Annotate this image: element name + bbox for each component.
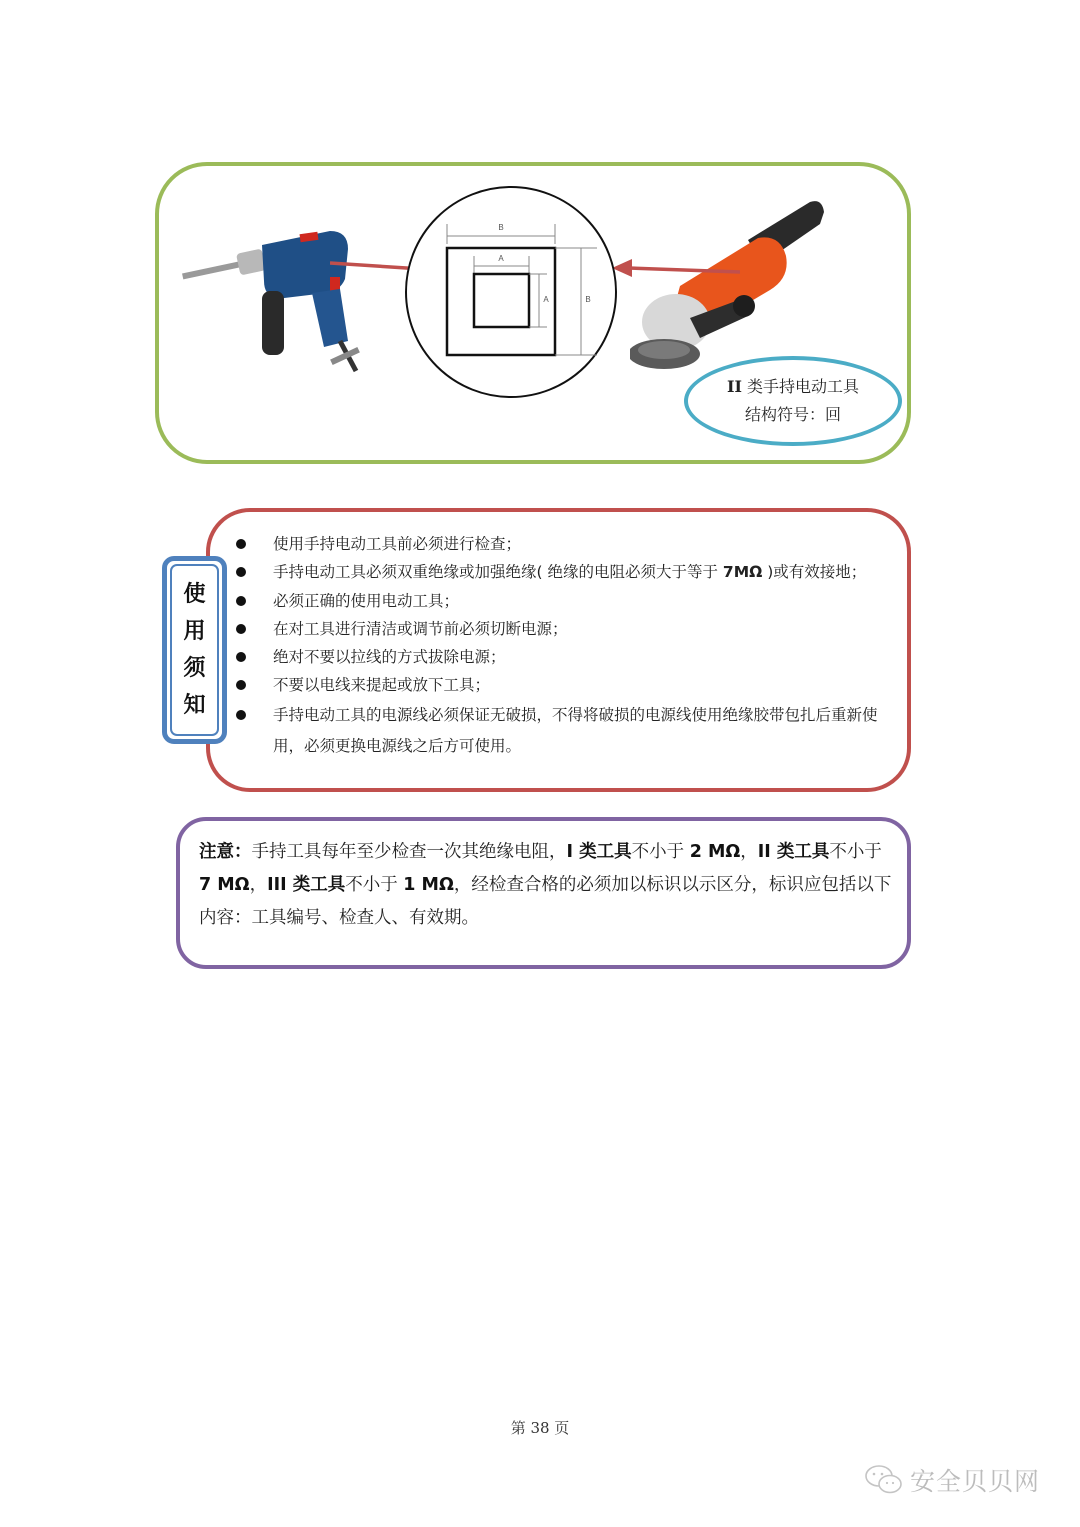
- usage-notes-list: [232, 530, 897, 762]
- angle-grinder-image: [630, 190, 830, 380]
- class-ii-label: [684, 356, 902, 446]
- svg-text:B: B: [498, 223, 504, 232]
- svg-text:B: B: [585, 295, 591, 304]
- arrow-grinder-to-symbol: [610, 255, 740, 285]
- list-item: 绝对不要以拉线的方式拔除电源；: [232, 643, 897, 671]
- bullet-icon: [236, 710, 246, 720]
- watermark: 安全贝贝网: [864, 1462, 1040, 1498]
- structure-symbol-text: 结构符号：回: [744, 405, 841, 424]
- bullet-icon: [236, 680, 246, 690]
- impact-drill-image: [180, 215, 370, 375]
- bullet-icon: [236, 567, 246, 577]
- list-item: 手持电动工具的电源线必须保证无破损，不得将破损的电源线使用绝缘胶带包扎后重新使用，必须更换电源线之后方可使用。: [232, 700, 897, 762]
- double-insulation-symbol-icon: [405, 186, 617, 398]
- svg-text:A: A: [543, 295, 549, 304]
- bullet-icon: [236, 596, 246, 606]
- list-item: 不要以电线来提起或放下工具；: [232, 671, 897, 699]
- usage-notes-tag: 使 用 须 知: [162, 556, 227, 744]
- page-number: 第 38 页: [510, 1419, 570, 1437]
- list-item: 手持电动工具必须双重绝缘或加强绝缘( 绝缘的电阻必须大于等于 7MΩ )或有效接地；: [232, 558, 897, 586]
- list-item: 必须正确的使用电动工具；: [232, 587, 897, 615]
- bullet-icon: [236, 539, 246, 549]
- list-item: 使用手持电动工具前必须进行检查；: [232, 530, 897, 558]
- class-ii-title: II 类手持电动工具: [726, 377, 860, 396]
- bullet-icon: [236, 624, 246, 634]
- attention-paragraph: 注意：手持工具每年至少检查一次其绝缘电阻，I 类工具不小于 2 MΩ，II 类工具不小于 7 MΩ，III 类工具不小于 1 MΩ，经检查合格的必须加以标识以示区分，标识应包括以下内容：工具编号、检查人、有效期。: [199, 842, 892, 928]
- bullet-icon: [236, 652, 246, 662]
- svg-text:A: A: [498, 254, 504, 263]
- wechat-icon: [864, 1463, 904, 1497]
- list-item: 在对工具进行清洁或调节前必须切断电源；: [232, 615, 897, 643]
